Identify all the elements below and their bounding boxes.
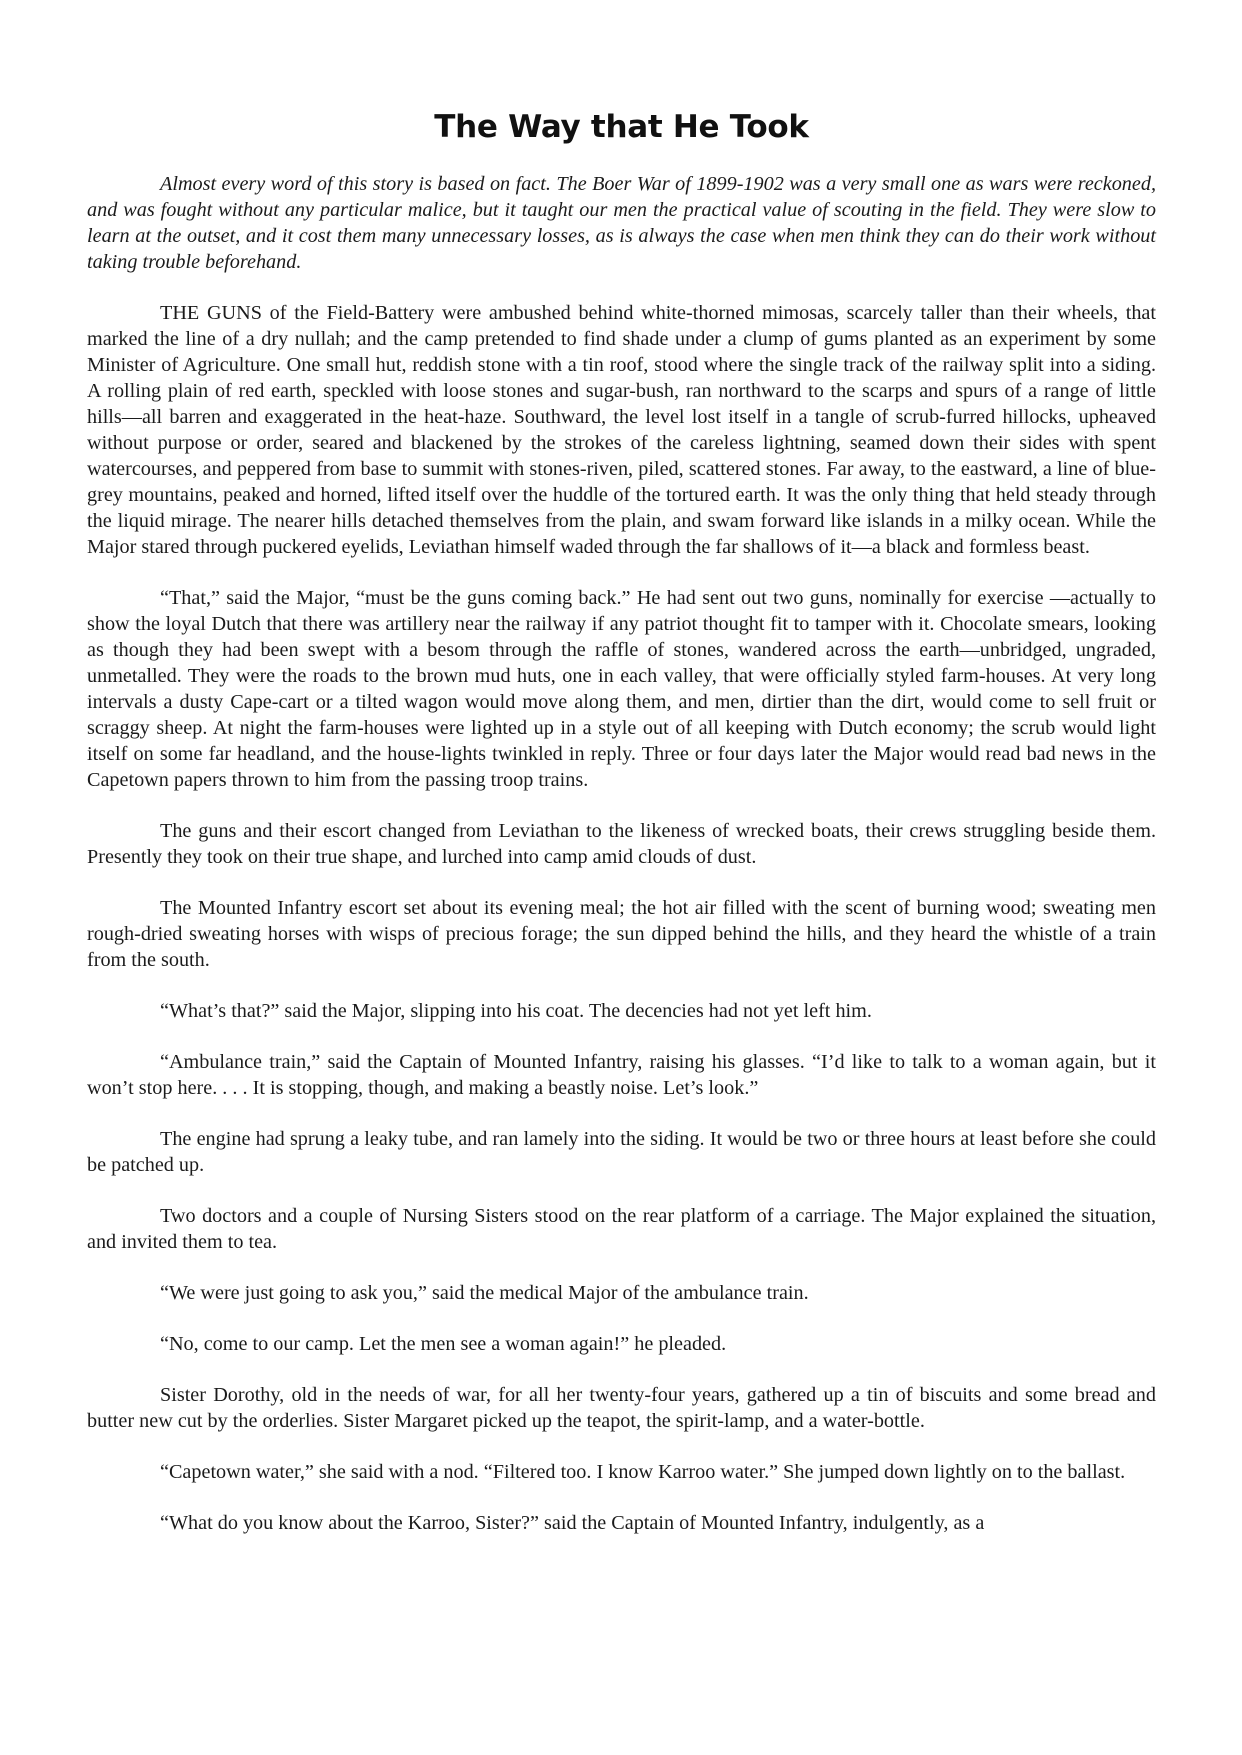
paragraph-two-doctors: Two doctors and a couple of Nursing Sisters stood on the rear platform of a carriage. The Major explained the situation, and invited them to tea.	[87, 1205, 1156, 1253]
paragraph-come-to-camp: “No, come to our camp. Let the men see a woman again!” he pleaded.	[160, 1333, 727, 1355]
paragraph-karroo-question: “What do you know about the Karroo, Sister?” said the Captain of Mounted Infantry, indulgently, as a	[160, 1512, 985, 1534]
paragraph-guns: THE GUNS of the Field-Battery were ambushed behind white-thorned mimosas, scarcely taller than their wheels, that marked the line of a dry nullah; and the camp pretended to find shade under a clump of gums planted as an experiment by some Minister of Agriculture. One small hut, reddish stone with a tin roof, stood where the single track of the railway split into a siding. A rolling plain of red earth, speckled with loose stones and sugar-bush, ran northward to the scarps and spurs of a range of little hills—all barren and exaggerated in the heat-haze. Southward, the level lost itself in a tangle of scrub-furred hillocks, upheaved without purpose or order, seared and blackened by the strokes of the careless lightning, seamed down their sides with spent watercourses, and peppered from base to summit with stones-riven, piled, scattered stones. Far away, to the eastward, a line of blue-grey mountains, peaked and horned, lifted itself over the huddle of the tortured earth. It was the only thing that held steady through the liquid mirage. The nearer hills detached themselves from the plain, and swam forward like islands in a milky ocean. While the Major stared through puckered eyelids, Leviathan himself waded through the far shallows of it—a black and formless beast.	[87, 302, 1156, 558]
paragraph-evening-meal: The Mounted Infantry escort set about its evening meal; the hot air filled with the scent of burning wood; sweating men rough-dried sweating horses with wisps of precious forage; the sun dipped behind the hills, and they heard the whistle of a train from the south.	[87, 897, 1156, 971]
paragraph-ambulance-train: “Ambulance train,” said the Captain of Mounted Infantry, raising his glasses. “I’d like to talk to a woman again, but it won’t stop here. . . . It is stopping, though, and making a beastly noise. Let’s look.”	[87, 1051, 1156, 1099]
paragraph-escort-changed: The guns and their escort changed from Leviathan to the likeness of wrecked boats, their crews struggling beside them. Presently they took on their true shape, and lurched into camp amid clouds of dust.	[87, 820, 1156, 868]
paragraph-leaky-tube: The engine had sprung a leaky tube, and ran lamely into the siding. It would be two or three hours at least before she could be patched up.	[87, 1128, 1156, 1176]
paragraph-guns-coming-back: “That,” said the Major, “must be the guns coming back.” He had sent out two guns, nominally for exercise —actually to show the loyal Dutch that there was artillery near the railway if any patriot thought fit to tamper with it. Chocolate smears, looking as though they had been swept with a besom through the raffle of stones, wandered across the earth—unbridged, ungraded, unmetalled. They were the roads to the brown mud huts, one in each valley, that were officially styled farm-houses. At very long intervals a dusty Cape-cart or a tilted wagon would move along them, and men, dirtier than the dirt, would come to sell fruit or scraggy sheep. At night the farm-houses were lighted up in a style out of all keeping with Dutch economy; the scrub would light itself on some far headland, and the house-lights twinkled in reply. Three or four days later the Major would read bad news in the Capetown papers thrown to him from the passing troop trains.	[87, 587, 1156, 791]
paragraph-ask-you: “We were just going to ask you,” said the medical Major of the ambulance train.	[160, 1282, 809, 1304]
document-page	[87, 0, 1156, 1755]
paragraph-capetown-water: “Capetown water,” she said with a nod. “Filtered too. I know Karroo water.” She jumped down lightly on to the ballast.	[160, 1461, 1126, 1483]
story-title: The Way that He Took	[434, 109, 809, 145]
paragraph-sister-dorothy: Sister Dorothy, old in the needs of war, for all her twenty-four years, gathered up a tin of biscuits and some bread and butter new cut by the orderlies. Sister Margaret picked up the teapot, the spirit-lamp, and a water-bottle.	[87, 1384, 1156, 1432]
intro-note: Almost every word of this story is based on fact. The Boer War of 1899-1902 was a very small one as wars were reckoned, and was fought without any particular malice, but it taught our men the practical value of scouting in the field. They were slow to learn at the outset, and it cost them many unnecessary losses, as is always the case when men think they can do their work without taking trouble beforehand.	[87, 173, 1156, 273]
paragraph-whats-that: “What’s that?” said the Major, slipping into his coat. The decencies had not yet left him.	[160, 1000, 872, 1022]
